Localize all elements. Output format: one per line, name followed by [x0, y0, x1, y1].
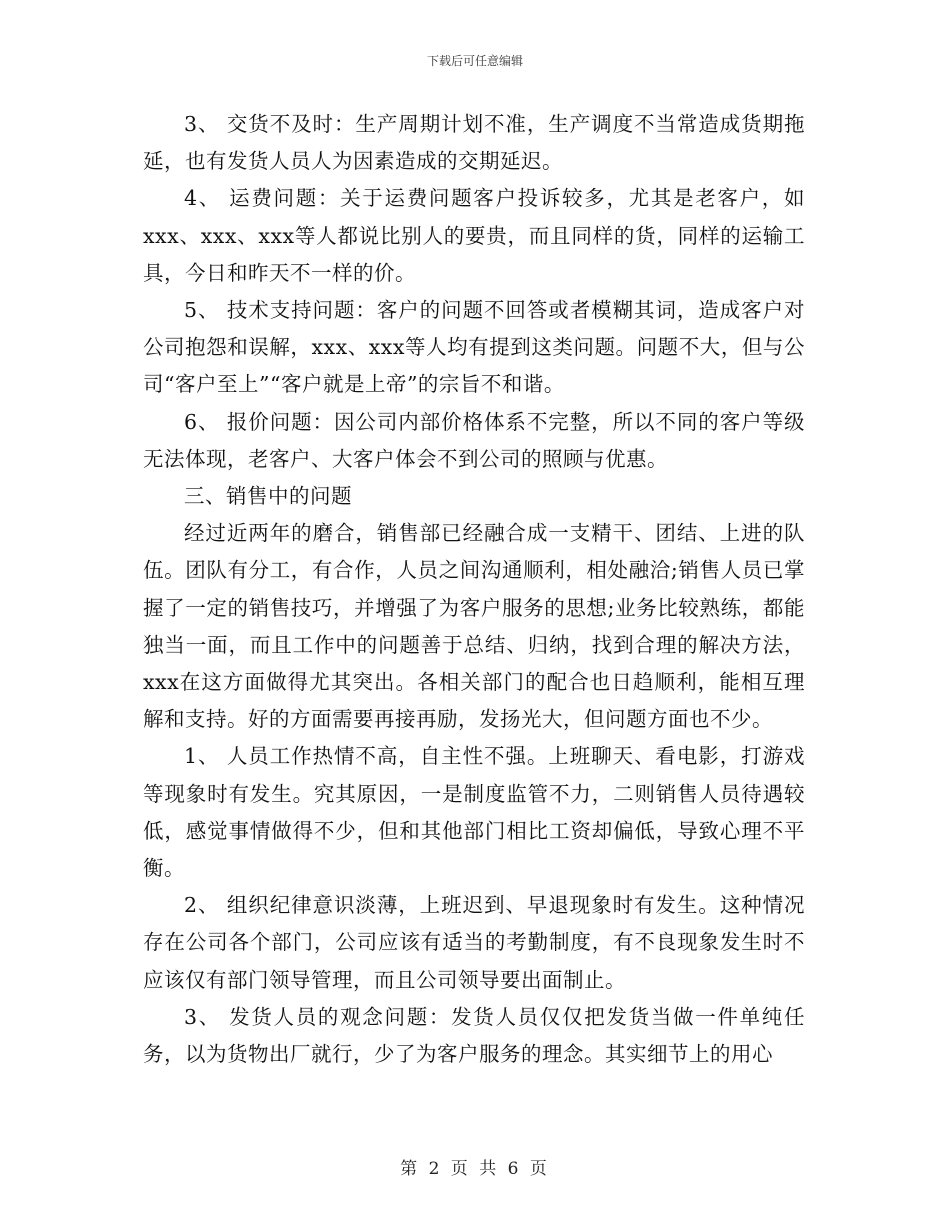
page-header: 下载后可任意编辑 [426, 54, 523, 68]
paragraph-shipping-staff: 3、 发货人员的观念问题：发货人员仅仅把发货当做一件单纯任务，以为货物出厂就行，少了为客户服务的理念。其实细节上的用心 [143, 1004, 805, 1067]
paragraph-freight-issue: 4、 运费问题：关于运费问题客户投诉较多，尤其是老客户，如xxx、xxx、xxx等人都说比别人的要贵，而且同样的货，同样的运输工具，今日和昨天不一样的价。 [143, 186, 805, 285]
section-heading-sales-problems: 三、销售中的问题 [184, 484, 352, 509]
document-body [143, 106, 805, 1073]
paragraph-tech-support: 5、 技术支持问题：客户的问题不回答或者模糊其词，造成客户对公司抱怨和误解，xxx、xxx等人均有提到这类问题。问题不大，但与公司“客户至上”“客户就是上帝”的宗旨不和谐。 [143, 298, 805, 397]
paragraph-delivery-delay: 3、 交货不及时：生产周期计划不准，生产调度不当常造成货期拖延，也有发货人员人为因素造成的交期延迟。 [143, 112, 805, 174]
paragraph-pricing-issue: 6、 报价问题：因公司内部价格体系不完整，所以不同的客户等级无法体现，老客户、大客户体会不到公司的照顾与优惠。 [143, 409, 805, 471]
paragraph-sales-team-overview: 经过近两年的磨合，销售部已经融合成一支精干、团结、上进的队伍。团队有分工，有合作，人员之间沟通顺利，相处融洽;销售人员已掌握了一定的销售技巧，并增强了为客户服务的思想;业务比较熟练，都能独当一面，而且工作中的问题善于总结、归纳，找到合理的解决方法，xxx在这方面做得尤其突出。各相关部门的配合也日趋顺利，能相互理解和支持。好的方面需要再接再励，发扬光大，但问题方面也不少。 [143, 521, 805, 732]
paragraph-low-enthusiasm: 1、 人员工作热情不高，自主性不强。上班聊天、看电影，打游戏等现象时有发生。究其原因，一是制度监管不力，二则销售人员待遇较低，感觉事情做得不少，但和其他部门相比工资却偏低，导致心理不平衡。 [143, 744, 805, 881]
paragraph-discipline: 2、 组织纪律意识淡薄，上班迟到、早退现象时有发生。这种情况存在公司各个部门，公司应该有适当的考勤制度，有不良现象发生时不应该仅有部门领导管理，而且公司领导要出面制止。 [143, 893, 805, 992]
page-number-footer: 第 2 页 共 6 页 [400, 1159, 550, 1179]
